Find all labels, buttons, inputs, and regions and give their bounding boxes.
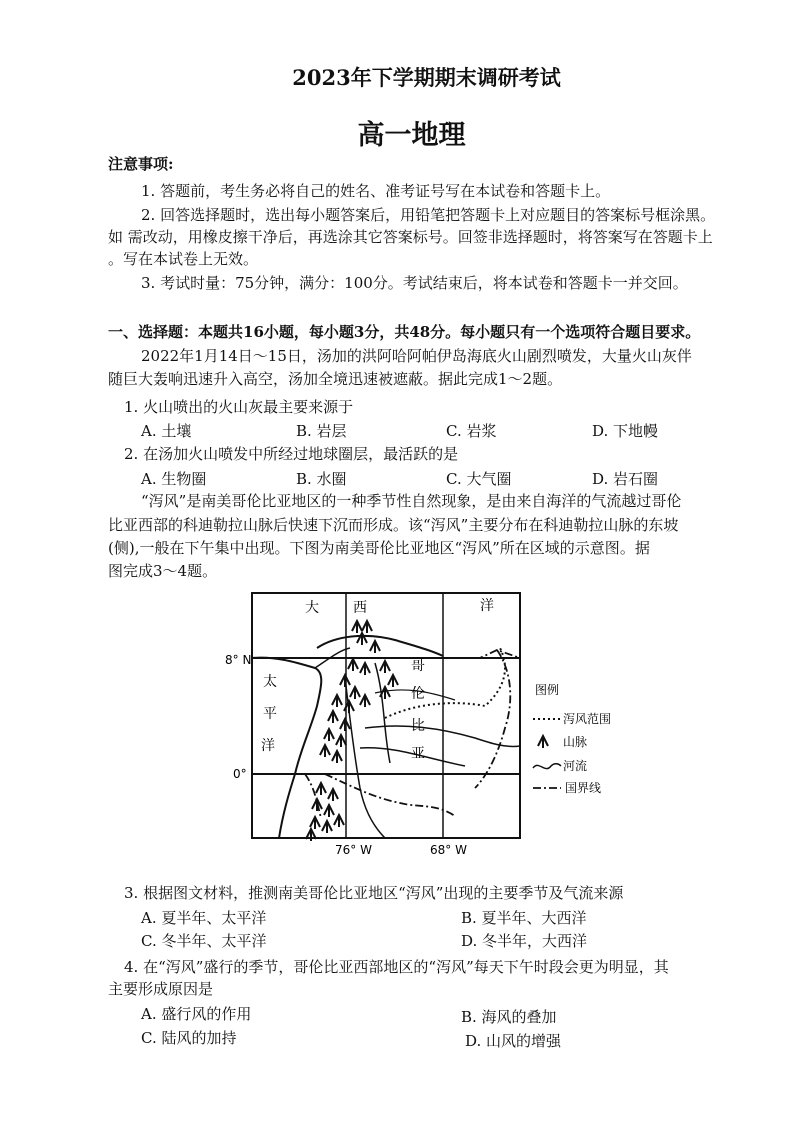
q2-option-d: D. 岩石圈 [592,470,659,488]
lon-label-68w: 68° W [430,843,467,857]
border-line [443,650,520,658]
map-label-colombia: 比 [411,718,425,734]
question-4-stem: 4. 在“泻风”盛行的季节，哥伦比亚西部地区的“泻风”每天下午时段会更为明显，其 [124,958,669,976]
question-4-stem: 主要形成原因是 [108,980,214,998]
map-label-pacific: 洋 [261,738,275,754]
legend-mountain-symbol [538,736,548,748]
q3-option-d: D. 冬半年，大西洋 [461,932,588,950]
question-3-stem: 3. 根据图文材料，推测南美哥伦比亚地区“泻风”出现的主要季节及气流来源 [124,884,624,902]
q2-option-a: A. 生物圈 [141,470,207,488]
legend-border: 国界线 [565,781,602,795]
notice-item: 2. 回答选择题时，选出每小题答案后，用铅笔把答题卡上对应题目的答案标号框涂黑。 [141,206,716,224]
border-line [325,774,455,816]
section-heading: 一、选择题：本题共16小题，每小题3分，共48分。每小题只有一个选项符合题目要求。 [108,323,701,341]
intro2-line: (侧),一般在下午集中出现。下图为南美哥伦比亚地区“泻风”所在区域的示意图。据 [108,539,650,557]
lon-label-76w: 76° W [335,843,372,857]
map-label-pacific: 太 [263,674,277,690]
notice-item: 1. 答题前，考生务必将自己的姓名、准考证号写在本试卷和答题卡上。 [141,182,611,200]
q2-option-c: C. 大气圈 [446,470,512,488]
map-label-atlantic: 洋 [480,598,494,614]
q3-option-b: B. 夏半年、大西洋 [461,909,587,927]
q4-option-b: B. 海风的叠加 [461,1008,557,1026]
notice-item: 。写在本试卷上无效。 [108,250,259,268]
subject-title: 高一地理 [357,120,466,151]
q1-option-d: D. 下地幔 [592,422,659,440]
notice-heading: 注意事项: [108,155,174,173]
intro-line: 2022年1月14日～15日，汤加的洪阿哈阿帕伊岛海底火山剧烈喷发，大量火山灰伴 [141,347,692,365]
colombia-map [225,588,625,860]
question-2-stem: 2. 在汤加火山喷发中所经过地球圈层，最活跃的是 [124,445,459,463]
intro2-line: 图完成3～4题。 [108,562,218,580]
map-frame [252,593,520,838]
legend-mountain: 山脉 [563,735,588,749]
map-legend [533,682,611,795]
caribbean-coastline [317,636,443,656]
intro2-line: 比亚西部的科迪勒拉山脉后快速下沉而形成。该“泻风”主要分布在科迪勒拉山脉的东坡 [108,516,679,534]
border-line [305,774,321,818]
legend-foehn: 泻风范围 [563,712,612,726]
legend-river: 河流 [563,759,588,773]
question-1-stem: 1. 火山喷出的火山灰最主要来源于 [124,398,354,416]
map-label-pacific: 平 [263,706,277,722]
q3-option-c: C. 冬半年、太平洋 [141,932,267,950]
map-label-atlantic: 西 [353,600,367,616]
exam-title: 2023年下学期期末调研考试 [292,65,561,90]
map-label-colombia: 哥 [411,658,425,674]
intro2-line: “泻风”是南美哥伦比亚地区的一种季节性自然现象，是由来自海洋的气流越过哥伦 [141,492,682,510]
legend-river-symbol [533,764,561,769]
q4-option-c: C. 陆风的加持 [141,1029,237,1047]
notice-item: 如 需改动，用橡皮擦干净后，再选涂其它答案标号。回签非选择题时，将答案写在答题卡上 [108,228,713,246]
intro-line: 随巨大轰响迅速升入高空，汤加全境迅速被遮蔽。据此完成1～2题。 [108,370,563,388]
map-label-colombia: 亚 [411,746,425,762]
border-line [475,650,510,788]
q1-option-a: A. 土壤 [141,422,192,440]
q1-option-c: C. 岩浆 [446,422,497,440]
q4-option-a: A. 盛行风的作用 [141,1005,252,1023]
q4-option-d: D. 山风的增强 [465,1032,562,1050]
legend-title: 图例 [535,683,560,697]
q3-option-a: A. 夏半年、太平洋 [141,909,267,927]
q1-option-b: B. 岩层 [296,422,347,440]
lat-label-8n: 8° N [225,653,252,667]
q2-option-b: B. 水圈 [296,470,347,488]
map-label-atlantic: 大 [305,600,319,616]
notice-item: 3. 考试时量：75分钟，满分：100分。考试结束后，将本试卷和答题卡一并交回。 [141,274,688,292]
lat-label-0: 0° [233,767,247,781]
map-label-colombia: 伦 [411,686,425,702]
